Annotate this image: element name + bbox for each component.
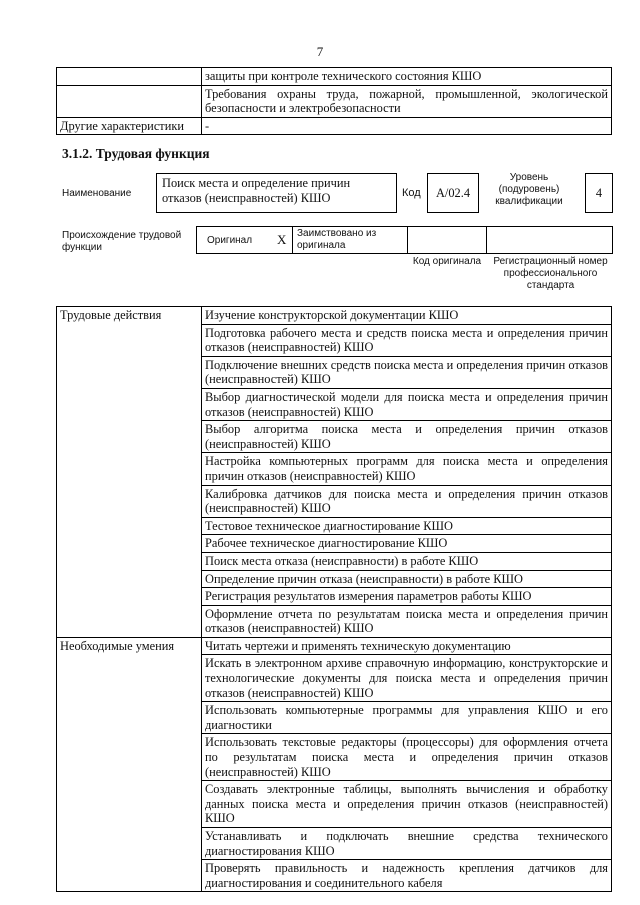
continuation-table: [56, 67, 612, 135]
list-item: Выбор диагностической модели для поиска места и определения причин отказов (неисправностей) КШО: [202, 388, 612, 420]
list-item: Калибровка датчиков для поиска места и определения причин отказов (неисправностей) КШО: [202, 485, 612, 517]
table-row: [57, 85, 612, 117]
reg-number-label: Регистрационный номер профессионального стандарта: [493, 256, 608, 291]
borrowed-label: Заимствовано из оригинала: [297, 228, 377, 251]
reg-number-cell: [486, 226, 613, 254]
list-item: Использовать текстовые редакторы (процессоры) для оформления отчета по результатам поиска места и определения причин отказов (неисправностей) КШО: [202, 734, 612, 781]
borrowed-cell: [292, 226, 408, 254]
function-table: [56, 306, 612, 892]
list-item: Изучение конструкторской документации КШО: [202, 307, 612, 325]
section-heading: 3.1.2. Трудовая функция: [62, 146, 210, 161]
list-item: Устанавливать и подключать внешние средства технического диагностирования КШО: [202, 828, 612, 860]
list-item: Поиск места отказа (неисправности) в работе КШО: [202, 552, 612, 570]
level-box: 4: [585, 173, 613, 213]
list-item: Подключение внешних средств поиска места и определения причин отказов (неисправностей) КШО: [202, 356, 612, 388]
list-item: Создавать электронные таблицы, выполнять вычисления и обработку данных поиска места и определения причин отказов (неисправностей) КШО: [202, 781, 612, 828]
code-original-label: Код оригинала: [412, 256, 482, 267]
function-name-box: Поиск места и определение причин отказов (неисправностей) КШО: [156, 173, 397, 213]
list-item: Выбор алгоритма поиска места и определения причин отказов (неисправностей) КШО: [202, 421, 612, 453]
row-text: -: [202, 117, 612, 135]
code-original-cell: [407, 226, 487, 254]
list-item: Подготовка рабочего места и средств поиска места и определения причин отказов (неисправностей) КШО: [202, 324, 612, 356]
group-label: Необходимые умения: [57, 637, 202, 892]
table-row: [57, 637, 612, 655]
row-label: [57, 68, 202, 86]
list-item: Настройка компьютерных программ для поиска места и определения причин отказов (неисправностей) КШО: [202, 453, 612, 485]
list-item: Регистрация результатов измерения параметров работы КШО: [202, 588, 612, 606]
original-cell: [196, 226, 293, 254]
code-label: Код: [402, 187, 421, 199]
list-item: Оформление отчета по результатам поиска места и определения причин отказов (неисправностей) КШО: [202, 605, 612, 637]
table-row: [57, 68, 612, 86]
row-label: Другие характеристики: [57, 117, 202, 135]
list-item: Определение причин отказа (неисправности) в работе КШО: [202, 570, 612, 588]
table-row: [57, 307, 612, 325]
table-row: [57, 117, 612, 135]
page-number: 7: [316, 44, 324, 59]
original-mark: X: [277, 232, 287, 247]
code-box: А/02.4: [427, 173, 479, 213]
list-item: Читать чертежи и применять техническую документацию: [202, 637, 612, 655]
row-text: защиты при контроле технического состояния КШО: [202, 68, 612, 86]
row-label: [57, 85, 202, 117]
list-item: Проверять правильность и надежность крепления датчиков для диагностирования и соединительного кабеля: [202, 860, 612, 892]
row-text: Требования охраны труда, пожарной, промышленной, экологической безопасности и электробезопасности: [202, 85, 612, 117]
list-item: Рабочее техническое диагностирование КШО: [202, 535, 612, 553]
original-label: Оригинал: [207, 235, 253, 246]
list-item: Тестовое техническое диагностирование КШО: [202, 517, 612, 535]
level-label: Уровень (подуровень) квалификации: [495, 172, 563, 207]
origin-label: Происхождение трудовой функции: [62, 230, 182, 253]
list-item: Искать в электронном архиве справочную информацию, конструкторские и технологические документы для поиска места и определения причин отказов (неисправностей) КШО: [202, 655, 612, 702]
group-label: Трудовые действия: [57, 307, 202, 638]
list-item: Использовать компьютерные программы для управления КШО и его диагностики: [202, 702, 612, 734]
name-label: Наименование: [62, 188, 132, 199]
